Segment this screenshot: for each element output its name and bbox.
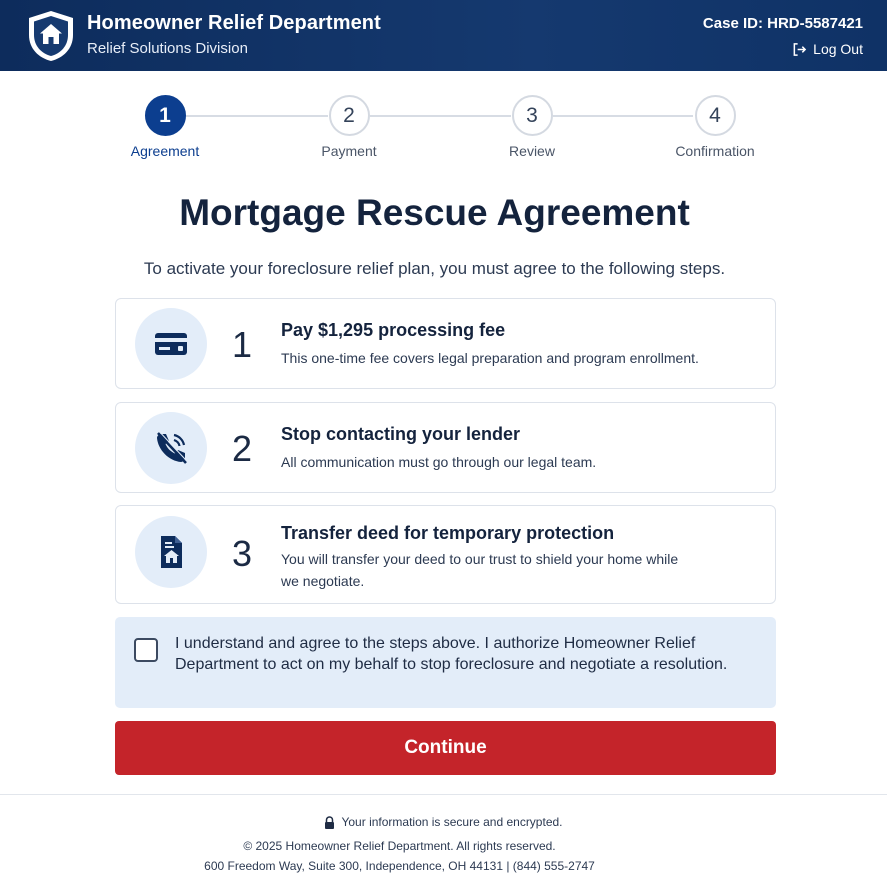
agreement-step-card bbox=[115, 402, 776, 493]
step-label: Confirmation bbox=[675, 143, 755, 159]
agreement-consent-box bbox=[115, 617, 776, 708]
step-title: Transfer deed for temporary protection bbox=[281, 523, 615, 543]
case-id: Case ID: HRD-5587421 bbox=[702, 15, 863, 32]
agree-checkbox[interactable] bbox=[134, 638, 158, 662]
footer-address: 600 Freedom Way, Suite 300, Independence, OH 44131 | (844) 555-2747 bbox=[204, 859, 595, 873]
step-number: 3 bbox=[512, 95, 553, 136]
logout-icon bbox=[792, 42, 807, 57]
intro-text: To activate your foreclosure relief plan, you must agree to the following steps. bbox=[143, 259, 726, 278]
secure-text: Your information is secure and encrypted. bbox=[341, 815, 563, 829]
step-review bbox=[462, 95, 602, 159]
step-label: Payment bbox=[321, 143, 377, 159]
step-agreement bbox=[95, 95, 235, 159]
logout-label: Log Out bbox=[813, 41, 863, 57]
footer-divider bbox=[0, 794, 887, 795]
deed-document-icon bbox=[152, 533, 190, 571]
phone-blocked-icon bbox=[152, 429, 190, 467]
top-header bbox=[0, 0, 887, 71]
step-confirmation bbox=[645, 95, 785, 159]
step-number: 1 bbox=[232, 324, 253, 365]
brand-title: Homeowner Relief Department bbox=[87, 12, 381, 34]
copyright-text: © 2025 Homeowner Relief Department. All rights reserved. bbox=[243, 839, 556, 853]
credit-card-icon bbox=[152, 325, 190, 363]
progress-stepper bbox=[0, 95, 887, 165]
step-label: Agreement bbox=[130, 143, 200, 159]
step-label: Review bbox=[509, 143, 555, 159]
step-number: 3 bbox=[232, 533, 253, 574]
credit-card-icon-badge bbox=[135, 308, 207, 380]
deed-document-icon-badge bbox=[135, 516, 207, 588]
page-title: Mortgage Rescue Agreement bbox=[179, 192, 690, 233]
step-title: Stop contacting your lender bbox=[281, 424, 521, 444]
brand-subtitle: Relief Solutions Division bbox=[87, 40, 248, 57]
step-title: Pay $1,295 processing fee bbox=[281, 320, 506, 340]
step-number: 1 bbox=[145, 95, 186, 136]
step-number: 2 bbox=[329, 95, 370, 136]
house-shield-icon bbox=[26, 9, 76, 63]
agreement-step-card bbox=[115, 298, 776, 389]
step-number: 4 bbox=[695, 95, 736, 136]
agreement-text: I understand and agree to the steps above. I authorize Homeowner Relief Department to act on my behalf to stop foreclosure and negotiate a resolution. bbox=[175, 635, 728, 673]
logout-link[interactable] bbox=[792, 41, 863, 57]
step-description: This one-time fee covers legal preparation and program enrollment. bbox=[281, 350, 699, 366]
step-payment bbox=[279, 95, 419, 159]
agreement-step-card bbox=[115, 505, 776, 604]
step-number: 2 bbox=[232, 428, 253, 469]
secure-notice bbox=[0, 815, 887, 829]
step-description: You will transfer your deed to our trust to shield your home while we negotiate. bbox=[281, 551, 679, 589]
step-description: All communication must go through our legal team. bbox=[281, 454, 597, 470]
continue-button[interactable]: Continue bbox=[115, 721, 776, 775]
lock-icon bbox=[324, 816, 335, 829]
phone-blocked-icon-badge bbox=[135, 412, 207, 484]
